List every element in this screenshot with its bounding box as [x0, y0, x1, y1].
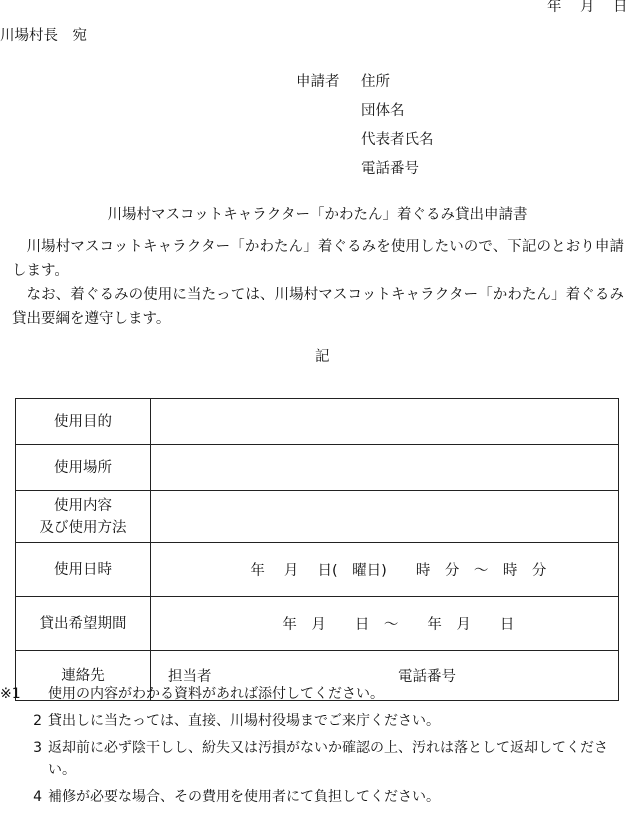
datetime-value: 年 月 日( 曜日) 時 分 ～ 時 分 [250, 563, 547, 579]
row-datetime [16, 543, 619, 597]
label-datetime: 使用日時 [16, 543, 151, 597]
note-mark: ※1 [0, 686, 21, 702]
label-content-line1: 使用内容 [54, 497, 112, 514]
date-line: 年 月 日 [547, 0, 630, 15]
label-place: 使用場所 [16, 445, 151, 491]
label-period: 貸出希望期間 [16, 597, 151, 651]
label-purpose: 使用目的 [16, 399, 151, 445]
row-purpose [16, 399, 619, 445]
contact-phone-label: 電話番号 [398, 669, 456, 685]
applicant-group: 団体名 [361, 103, 405, 119]
note-item [12, 710, 632, 732]
row-content [16, 491, 619, 543]
field-place[interactable] [151, 445, 619, 491]
ki-heading: 記 [315, 349, 330, 365]
body-paragraph-2: なお、着ぐるみの使用に当たっては、川場村マスコットキャラクター「かわたん」着ぐるみ貸出要綱を遵守します。 [12, 287, 624, 327]
applicant-representative: 代表者氏名 [361, 132, 434, 148]
row-place [16, 445, 619, 491]
field-datetime[interactable] [151, 543, 619, 597]
application-table [15, 398, 619, 701]
label-content-line2: 及び使用方法 [39, 519, 127, 536]
note-mark: 3 [33, 740, 42, 756]
notes-list [0, 683, 632, 813]
applicant-address: 住所 [361, 74, 390, 90]
note-text: 使用の内容がわかる資料があれば添付してください。 [48, 686, 384, 702]
row-period [16, 597, 619, 651]
field-content[interactable] [151, 491, 619, 543]
applicant-phone: 電話番号 [361, 161, 419, 177]
note-mark: 2 [33, 713, 42, 729]
note-mark: 4 [33, 789, 42, 805]
field-purpose[interactable] [151, 399, 619, 445]
contact-person-label: 担当者 [168, 669, 212, 685]
note-item [12, 737, 632, 781]
applicant-role: 申請者 [296, 74, 340, 90]
note-item [12, 786, 632, 808]
note-text: 貸出しに当たっては、直接、川場村役場までご来庁ください。 [48, 713, 440, 729]
label-contact: 連絡先 [16, 651, 151, 701]
note-item [0, 683, 632, 705]
note-text: 補修が必要な場合、その費用を使用者にて負担してください。 [48, 789, 440, 805]
field-period[interactable] [151, 597, 619, 651]
addressee: 川場村長 宛 [0, 28, 87, 44]
body-paragraph-1: 川場村マスコットキャラクター「かわたん」着ぐるみを使用したいので、下記のとおり申請します。 [12, 239, 624, 279]
document-title: 川場村マスコットキャラクター「かわたん」着ぐるみ貸出申請書 [107, 207, 528, 223]
note-text: 返却前に必ず陰干しし、紛失又は汚損がないか確認の上、汚れは落として返却してください。 [48, 740, 608, 778]
label-content [16, 491, 151, 543]
period-value: 年 月 日 ～ 年 月 日 [282, 617, 515, 633]
